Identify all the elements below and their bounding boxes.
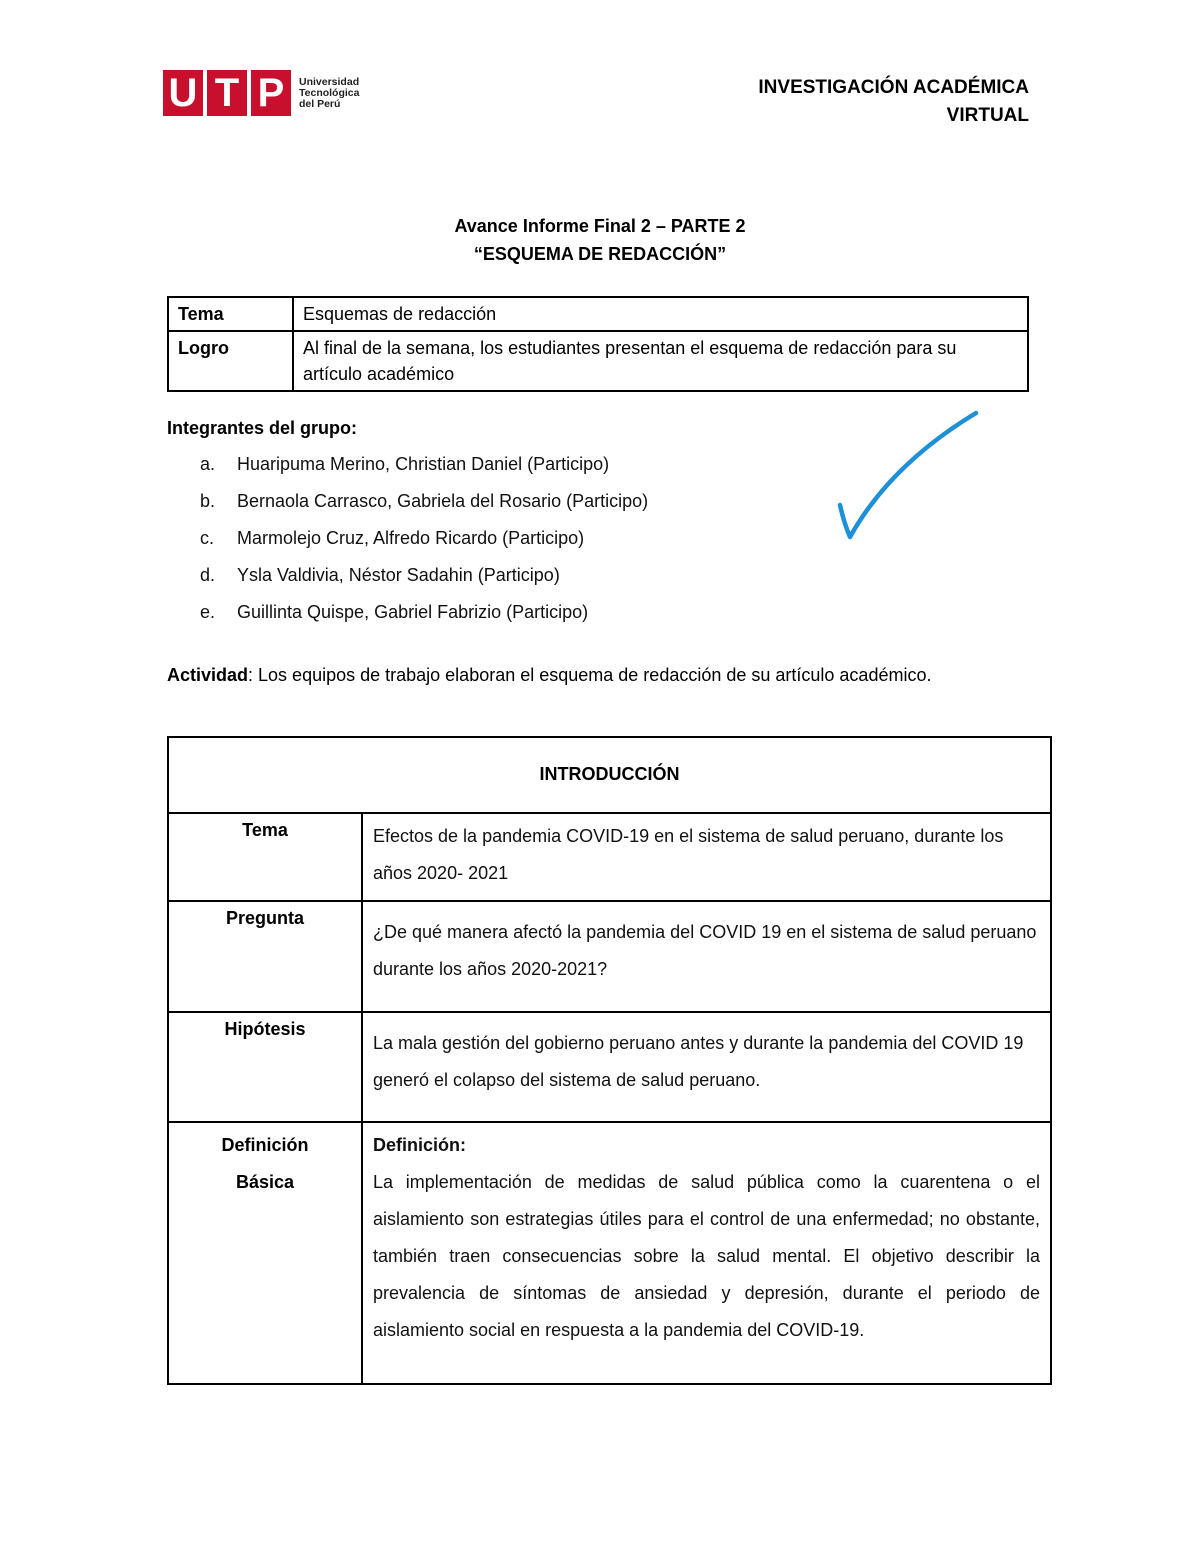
group-members-list — [200, 450, 648, 635]
checkmark-icon — [830, 405, 990, 555]
course-header: INVESTIGACIÓN ACADÉMICA VIRTUAL — [758, 77, 1029, 126]
list-item: a. Huaripuma Merino, Christian Daniel (Participo) — [200, 454, 610, 474]
activity-label: Actividad — [167, 665, 249, 685]
table-row — [168, 813, 1051, 901]
table-row — [168, 297, 1028, 331]
row-label-definicion: Definición Básica — [168, 1122, 362, 1384]
list-item: c. Marmolejo Cruz, Alfredo Ricardo (Participo) — [200, 528, 585, 548]
utp-logo — [163, 70, 359, 116]
utp-logo-mark — [163, 70, 291, 116]
table-row — [168, 901, 1051, 1012]
logro-label: Logro — [168, 331, 293, 391]
logro-value: Al final de la semana, los estudiantes presentan el esquema de redacción para su artículo académico — [293, 331, 1028, 391]
table-row — [168, 331, 1028, 391]
document-title: Avance Informe Final 2 – PARTE 2 “ESQUEMA DE REDACCIÓN” — [454, 216, 746, 264]
row-value-hipotesis: La mala gestión del gobierno peruano antes y durante la pandemia del COVID 19 generó el colapso del sistema de salud peruano. — [362, 1012, 1051, 1122]
activity-paragraph — [167, 661, 1007, 689]
tema-label: Tema — [168, 297, 293, 331]
logo-letter-t: T — [214, 70, 240, 115]
activity-text: : Los equipos de trabajo elaboran el esquema de redacción de su artículo académico. — [248, 665, 932, 685]
table-row — [168, 1012, 1051, 1122]
row-label-pregunta: Pregunta — [168, 901, 362, 1012]
row-label-hipotesis: Hipótesis — [168, 1012, 362, 1122]
list-item: b. Bernaola Carrasco, Gabriela del Rosario (Participo) — [200, 491, 649, 511]
table-row — [168, 737, 1051, 813]
logo-letter-u: U — [168, 70, 198, 115]
list-item: d. Ysla Valdivia, Néstor Sadahin (Participo) — [200, 565, 560, 585]
row-value-pregunta: ¿De qué manera afectó la pandemia del COVID 19 en el sistema de salud peruano durante los años 2020-2021? — [362, 901, 1051, 1012]
logo-letter-p: P — [257, 70, 285, 115]
definition-title: Definición: — [373, 1135, 466, 1155]
row-label-tema: Tema — [168, 813, 362, 901]
introduction-table — [167, 736, 1052, 1385]
list-item: e. Guillinta Quispe, Gabriel Fabrizio (Participo) — [200, 602, 589, 622]
table-row — [168, 1122, 1051, 1384]
topic-table — [167, 296, 1029, 392]
group-members-heading: Integrantes del grupo: — [167, 418, 358, 438]
row-value-definicion — [362, 1122, 1051, 1384]
definition-text: La implementación de medidas de salud pública como la cuarentena o el aislamiento son estrategias útiles para el control de una enfermedad; no obstante, también traen consecuencias sobre la salud mental. El objetivo describir la prevalencia de síntomas de ansiedad y depresión, durante el periodo de aislamiento social en respuesta a la pandemia del COVID-19. — [373, 1172, 1040, 1340]
logo-university-name: Universidad Tecnológica del Perú — [299, 75, 360, 110]
tema-value: Esquemas de redacción — [293, 297, 1028, 331]
row-value-tema: Efectos de la pandemia COVID-19 en el sistema de salud peruano, durante los años 2020- 2021 — [362, 813, 1051, 901]
introduction-header: INTRODUCCIÓN — [168, 737, 1051, 813]
